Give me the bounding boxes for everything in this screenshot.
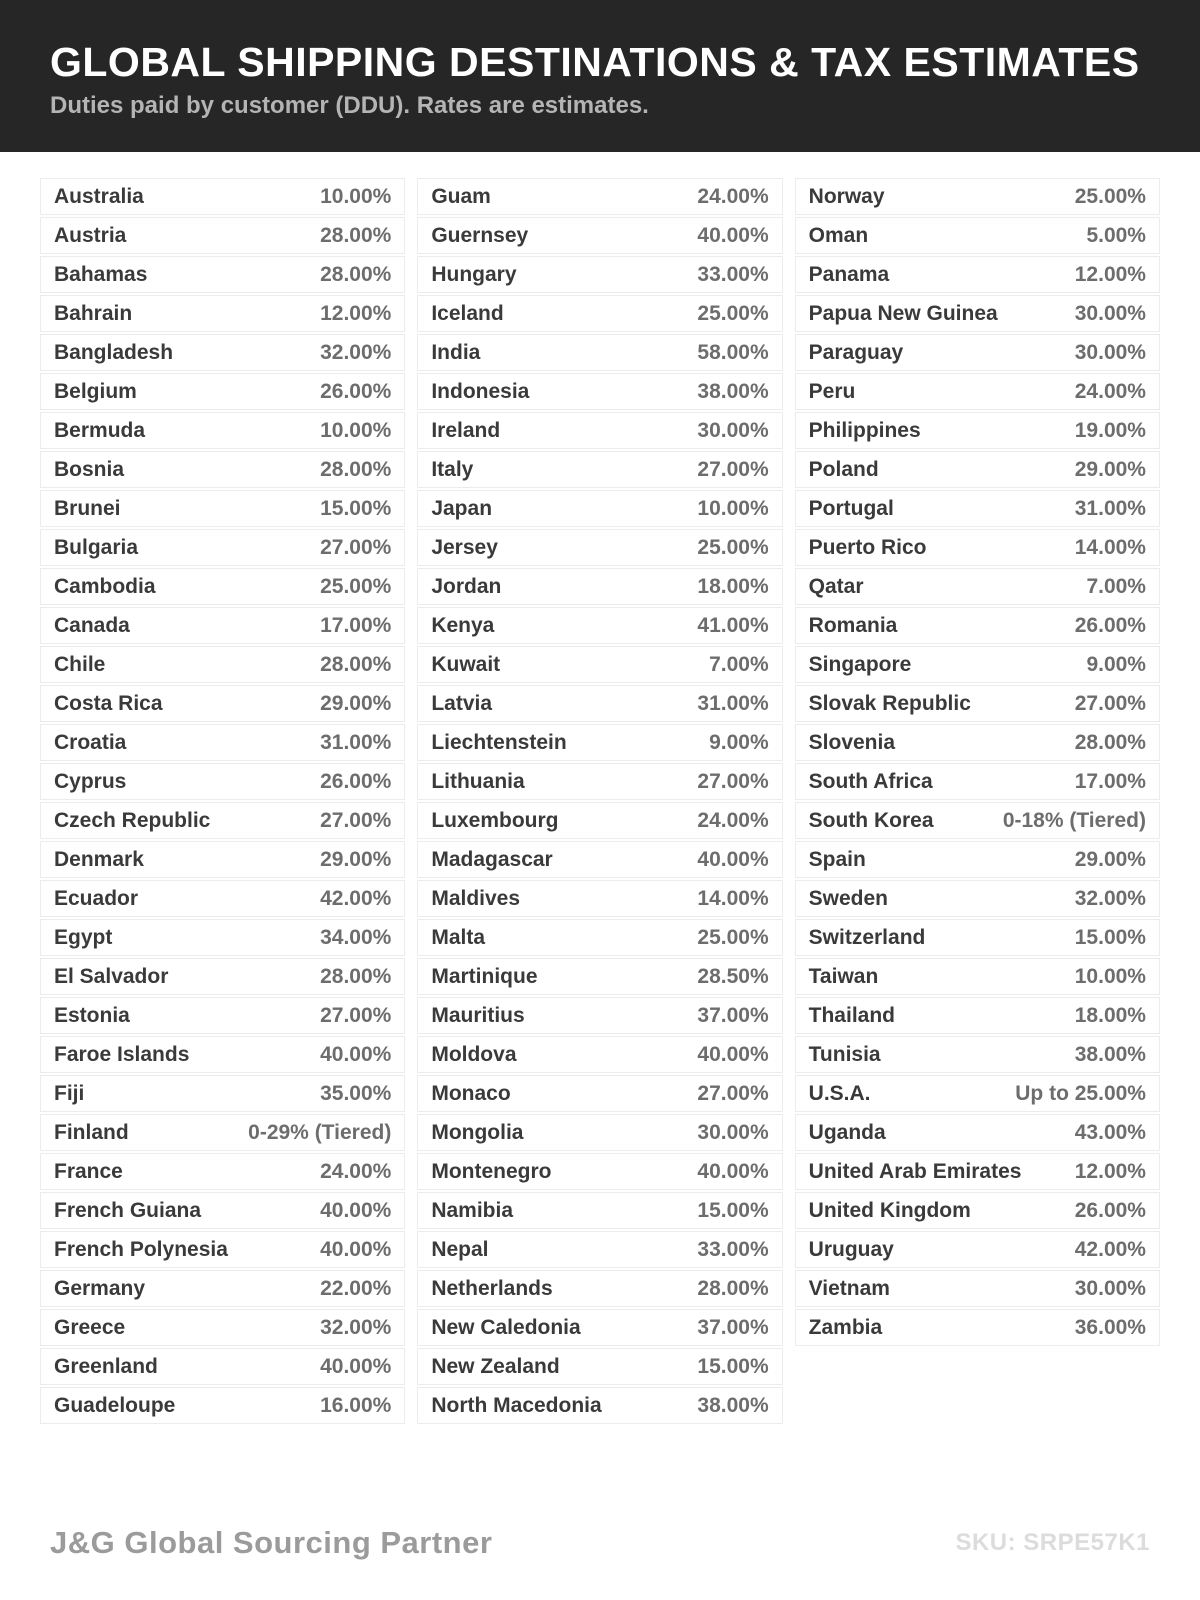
country-name: U.S.A. [808, 1081, 871, 1105]
country-name: Philippines [808, 418, 921, 442]
table-row [417, 217, 782, 254]
table-row [795, 724, 1160, 761]
country-name: Lithuania [431, 769, 525, 793]
country-name: South Korea [808, 808, 934, 832]
tax-rate: 32.00% [1074, 886, 1146, 910]
table-row [795, 334, 1160, 371]
table-row [795, 373, 1160, 410]
country-name: Sweden [808, 886, 889, 910]
table-row [795, 256, 1160, 293]
country-name: Bulgaria [54, 535, 139, 559]
tax-rate: 15.00% [1074, 925, 1146, 949]
country-name: Singapore [808, 652, 912, 676]
country-name: Ireland [431, 418, 501, 442]
tax-rate: 28.00% [320, 964, 392, 988]
tax-rate: 10.00% [320, 184, 392, 208]
table-row [795, 490, 1160, 527]
country-name: Mongolia [431, 1120, 524, 1144]
rate-table [0, 152, 1200, 1426]
table-row [40, 256, 405, 293]
table-row [795, 1309, 1160, 1346]
tax-rate: 27.00% [697, 1081, 769, 1105]
tax-rate: 29.00% [1074, 847, 1146, 871]
table-row [40, 1309, 405, 1346]
country-name: Slovenia [808, 730, 896, 754]
tax-rate: 41.00% [697, 613, 769, 637]
table-row [417, 1270, 782, 1307]
table-row [795, 1231, 1160, 1268]
tax-rate: 24.00% [697, 184, 769, 208]
tax-rate: 12.00% [1074, 1159, 1146, 1183]
table-row [40, 646, 405, 683]
country-name: French Guiana [54, 1198, 202, 1222]
tax-rate: 37.00% [697, 1003, 769, 1027]
country-name: Zambia [808, 1315, 883, 1339]
tax-rate: 15.00% [697, 1198, 769, 1222]
table-row [417, 412, 782, 449]
tax-rate: 27.00% [320, 808, 392, 832]
country-name: Greenland [54, 1354, 158, 1378]
table-row [795, 763, 1160, 800]
tax-rate: 30.00% [1074, 301, 1146, 325]
country-name: United Kingdom [808, 1198, 971, 1222]
tax-rate: 12.00% [320, 301, 392, 325]
table-row [40, 919, 405, 956]
table-row [795, 685, 1160, 722]
table-row [795, 1270, 1160, 1307]
table-row [40, 529, 405, 566]
country-name: Denmark [54, 847, 144, 871]
tax-rate: 27.00% [320, 535, 392, 559]
tax-rate: 26.00% [320, 769, 392, 793]
table-row [795, 880, 1160, 917]
table-row [40, 1387, 405, 1424]
rate-column-3 [795, 178, 1160, 1348]
country-name: Spain [808, 847, 866, 871]
table-row [795, 607, 1160, 644]
footer [50, 1525, 1150, 1561]
sku-label: SKU: SRPE57K1 [955, 1529, 1150, 1556]
country-name: Finland [54, 1120, 129, 1144]
tax-rate: 40.00% [320, 1042, 392, 1066]
table-row [417, 724, 782, 761]
country-name: Kenya [431, 613, 495, 637]
table-row [795, 295, 1160, 332]
tax-rate: 10.00% [320, 418, 392, 442]
table-row [40, 958, 405, 995]
country-name: South Africa [808, 769, 933, 793]
table-row [417, 685, 782, 722]
tax-rate: 10.00% [1074, 964, 1146, 988]
tax-rate: 30.00% [1074, 340, 1146, 364]
table-row [417, 451, 782, 488]
table-row [40, 568, 405, 605]
country-name: Poland [808, 457, 879, 481]
table-row [795, 1075, 1160, 1112]
country-name: Bermuda [54, 418, 146, 442]
country-name: Bahamas [54, 262, 148, 286]
tax-rate: 31.00% [320, 730, 392, 754]
country-name: Puerto Rico [808, 535, 927, 559]
tax-rate: 40.00% [320, 1237, 392, 1261]
tax-rate: 37.00% [697, 1315, 769, 1339]
table-row [40, 724, 405, 761]
tax-rate: 7.00% [1086, 574, 1146, 598]
country-name: Guadeloupe [54, 1393, 176, 1417]
tax-rate: 33.00% [697, 262, 769, 286]
table-row [417, 373, 782, 410]
tax-rate: 40.00% [697, 847, 769, 871]
tax-rate: 26.00% [1074, 1198, 1146, 1222]
tax-rate: 27.00% [320, 1003, 392, 1027]
table-row [417, 334, 782, 371]
country-name: Italy [431, 457, 474, 481]
table-row [417, 1348, 782, 1385]
country-name: Vietnam [808, 1276, 890, 1300]
country-name: Kuwait [431, 652, 501, 676]
tax-rate: 0-29% (Tiered) [248, 1120, 392, 1144]
tax-rate: 42.00% [320, 886, 392, 910]
tax-rate: 29.00% [320, 691, 392, 715]
table-row [795, 217, 1160, 254]
tax-rate: 12.00% [1074, 262, 1146, 286]
country-name: Maldives [431, 886, 521, 910]
table-row [795, 997, 1160, 1034]
country-name: Australia [54, 184, 144, 208]
table-row [417, 1387, 782, 1424]
table-row [417, 646, 782, 683]
country-name: Namibia [431, 1198, 514, 1222]
tax-rate: 28.00% [320, 223, 392, 247]
table-row [795, 451, 1160, 488]
table-row [795, 841, 1160, 878]
table-row [417, 841, 782, 878]
table-row [417, 802, 782, 839]
table-row [417, 880, 782, 917]
country-name: Czech Republic [54, 808, 211, 832]
country-name: Luxembourg [431, 808, 559, 832]
tax-rate: 34.00% [320, 925, 392, 949]
table-row [40, 1114, 405, 1151]
table-row [40, 607, 405, 644]
page-subtitle: Duties paid by customer (DDU). Rates are estimates. [50, 91, 649, 119]
tax-rate: 38.00% [1074, 1042, 1146, 1066]
tax-rate: 28.50% [697, 964, 769, 988]
tax-rate: 25.00% [320, 574, 392, 598]
table-row [40, 334, 405, 371]
tax-rate: 26.00% [1074, 613, 1146, 637]
country-name: Canada [54, 613, 130, 637]
table-row [417, 178, 782, 215]
tax-rate: 18.00% [1074, 1003, 1146, 1027]
table-row [417, 958, 782, 995]
table-row [795, 529, 1160, 566]
tax-rate: 26.00% [320, 379, 392, 403]
country-name: Estonia [54, 1003, 130, 1027]
tax-rate: 9.00% [709, 730, 769, 754]
country-name: El Salvador [54, 964, 169, 988]
country-name: Panama [808, 262, 890, 286]
table-row [40, 997, 405, 1034]
country-name: Cambodia [54, 574, 156, 598]
tax-rate: 9.00% [1086, 652, 1146, 676]
table-row [40, 1231, 405, 1268]
table-row [40, 1348, 405, 1385]
tax-rate: 10.00% [697, 496, 769, 520]
tax-rate: 58.00% [697, 340, 769, 364]
country-name: Taiwan [808, 964, 879, 988]
table-row [417, 256, 782, 293]
tax-rate: 18.00% [697, 574, 769, 598]
country-name: Monaco [431, 1081, 511, 1105]
country-name: Brunei [54, 496, 121, 520]
table-row [417, 568, 782, 605]
table-row [417, 1192, 782, 1229]
tax-rate: 17.00% [320, 613, 392, 637]
rate-column-1 [40, 178, 405, 1426]
table-row [795, 802, 1160, 839]
tax-rate: 35.00% [320, 1081, 392, 1105]
table-row [40, 178, 405, 215]
country-name: Slovak Republic [808, 691, 971, 715]
tax-rate: 43.00% [1074, 1120, 1146, 1144]
table-row [417, 295, 782, 332]
tax-rate: 5.00% [1086, 223, 1146, 247]
tax-rate: 22.00% [320, 1276, 392, 1300]
country-name: Japan [431, 496, 493, 520]
table-row [40, 1075, 405, 1112]
table-row [417, 1231, 782, 1268]
tax-rate: 28.00% [697, 1276, 769, 1300]
table-row [40, 1036, 405, 1073]
country-name: Madagascar [431, 847, 553, 871]
tax-rate: 40.00% [697, 1042, 769, 1066]
table-row [40, 451, 405, 488]
tax-rate: 24.00% [1074, 379, 1146, 403]
tax-rate: Up to 25.00% [1015, 1081, 1146, 1105]
country-name: Tunisia [808, 1042, 881, 1066]
tax-rate: 36.00% [1074, 1315, 1146, 1339]
table-row [40, 1270, 405, 1307]
tax-rate: 17.00% [1074, 769, 1146, 793]
table-row [795, 958, 1160, 995]
table-row [795, 1114, 1160, 1151]
country-name: Cyprus [54, 769, 127, 793]
country-name: Fiji [54, 1081, 85, 1105]
table-row [40, 841, 405, 878]
table-row [417, 1309, 782, 1346]
tax-rate: 38.00% [697, 379, 769, 403]
country-name: New Zealand [431, 1354, 560, 1378]
country-name: Martinique [431, 964, 538, 988]
rate-column-2 [417, 178, 782, 1426]
table-row [40, 1153, 405, 1190]
country-name: Croatia [54, 730, 127, 754]
table-row [417, 607, 782, 644]
tax-rate: 25.00% [697, 301, 769, 325]
tax-rate: 19.00% [1074, 418, 1146, 442]
tax-rate: 31.00% [697, 691, 769, 715]
table-row [417, 1114, 782, 1151]
tax-rate: 15.00% [320, 496, 392, 520]
table-row [40, 217, 405, 254]
country-name: Bangladesh [54, 340, 174, 364]
tax-rate: 28.00% [320, 262, 392, 286]
country-name: Thailand [808, 1003, 895, 1027]
tax-rate: 40.00% [320, 1354, 392, 1378]
country-name: Bahrain [54, 301, 133, 325]
table-row [417, 490, 782, 527]
tax-rate: 30.00% [1074, 1276, 1146, 1300]
table-row [40, 1192, 405, 1229]
table-row [40, 685, 405, 722]
tax-rate: 27.00% [697, 769, 769, 793]
table-row [795, 1036, 1160, 1073]
tax-rate: 31.00% [1074, 496, 1146, 520]
table-row [795, 1153, 1160, 1190]
table-row [417, 529, 782, 566]
country-name: North Macedonia [431, 1393, 602, 1417]
table-row [40, 412, 405, 449]
tax-rate: 25.00% [1074, 184, 1146, 208]
country-name: Iceland [431, 301, 504, 325]
country-name: New Caledonia [431, 1315, 581, 1339]
country-name: India [431, 340, 481, 364]
tax-rate: 16.00% [320, 1393, 392, 1417]
tax-rate: 15.00% [697, 1354, 769, 1378]
country-name: Moldova [431, 1042, 517, 1066]
country-name: Indonesia [431, 379, 530, 403]
country-name: Papua New Guinea [808, 301, 998, 325]
country-name: Greece [54, 1315, 126, 1339]
country-name: Latvia [431, 691, 493, 715]
country-name: Nepal [431, 1237, 489, 1261]
country-name: Bosnia [54, 457, 125, 481]
table-row [795, 646, 1160, 683]
country-name: French Polynesia [54, 1237, 228, 1261]
table-row [795, 412, 1160, 449]
country-name: United Arab Emirates [808, 1159, 1022, 1183]
country-name: Guernsey [431, 223, 529, 247]
country-name: Mauritius [431, 1003, 525, 1027]
table-row [795, 178, 1160, 215]
tax-rate: 32.00% [320, 1315, 392, 1339]
tax-rate: 25.00% [697, 535, 769, 559]
table-row [417, 919, 782, 956]
tax-rate: 24.00% [697, 808, 769, 832]
country-name: Ecuador [54, 886, 139, 910]
tax-rate: 42.00% [1074, 1237, 1146, 1261]
country-name: Hungary [431, 262, 517, 286]
table-row [417, 1075, 782, 1112]
country-name: Uruguay [808, 1237, 894, 1261]
table-row [40, 295, 405, 332]
table-row [795, 919, 1160, 956]
tax-rate: 29.00% [320, 847, 392, 871]
table-row [40, 880, 405, 917]
tax-rate: 24.00% [320, 1159, 392, 1183]
table-row [417, 763, 782, 800]
tax-rate: 29.00% [1074, 457, 1146, 481]
tax-rate: 7.00% [709, 652, 769, 676]
brand-name: J&G Global Sourcing Partner [50, 1525, 493, 1560]
tax-rate: 38.00% [697, 1393, 769, 1417]
table-row [40, 373, 405, 410]
country-name: Jersey [431, 535, 498, 559]
country-name: Belgium [54, 379, 137, 403]
country-name: Costa Rica [54, 691, 163, 715]
page-title: GLOBAL SHIPPING DESTINATIONS & TAX ESTIMATES [50, 38, 1140, 85]
table-row [417, 1036, 782, 1073]
tax-rate: 40.00% [697, 1159, 769, 1183]
tax-rate: 28.00% [320, 457, 392, 481]
tax-rate: 14.00% [1074, 535, 1146, 559]
country-name: Romania [808, 613, 898, 637]
country-name: Qatar [808, 574, 864, 598]
tax-rate: 0-18% (Tiered) [1002, 808, 1146, 832]
tax-rate: 27.00% [1074, 691, 1146, 715]
table-row [795, 1192, 1160, 1229]
country-name: Oman [808, 223, 869, 247]
country-name: Malta [431, 925, 486, 949]
tax-rate: 40.00% [320, 1198, 392, 1222]
country-name: Norway [808, 184, 885, 208]
table-row [417, 997, 782, 1034]
country-name: Peru [808, 379, 856, 403]
header-banner [0, 0, 1200, 152]
table-row [795, 568, 1160, 605]
tax-rate: 40.00% [697, 223, 769, 247]
country-name: Paraguay [808, 340, 904, 364]
tax-rate: 32.00% [320, 340, 392, 364]
country-name: Egypt [54, 925, 113, 949]
tax-rate: 25.00% [697, 925, 769, 949]
country-name: Switzerland [808, 925, 926, 949]
country-name: Netherlands [431, 1276, 553, 1300]
tax-rate: 27.00% [697, 457, 769, 481]
country-name: Chile [54, 652, 106, 676]
tax-rate: 28.00% [1074, 730, 1146, 754]
tax-rate: 33.00% [697, 1237, 769, 1261]
tax-rate: 30.00% [697, 418, 769, 442]
country-name: Germany [54, 1276, 146, 1300]
country-name: Portugal [808, 496, 894, 520]
country-name: Uganda [808, 1120, 886, 1144]
country-name: Austria [54, 223, 127, 247]
table-row [40, 763, 405, 800]
table-row [40, 490, 405, 527]
country-name: Guam [431, 184, 491, 208]
tax-rate: 28.00% [320, 652, 392, 676]
country-name: Faroe Islands [54, 1042, 190, 1066]
tax-rate: 14.00% [697, 886, 769, 910]
country-name: France [54, 1159, 123, 1183]
table-row [40, 802, 405, 839]
tax-rate: 30.00% [697, 1120, 769, 1144]
country-name: Jordan [431, 574, 502, 598]
country-name: Liechtenstein [431, 730, 567, 754]
country-name: Montenegro [431, 1159, 552, 1183]
table-row [417, 1153, 782, 1190]
